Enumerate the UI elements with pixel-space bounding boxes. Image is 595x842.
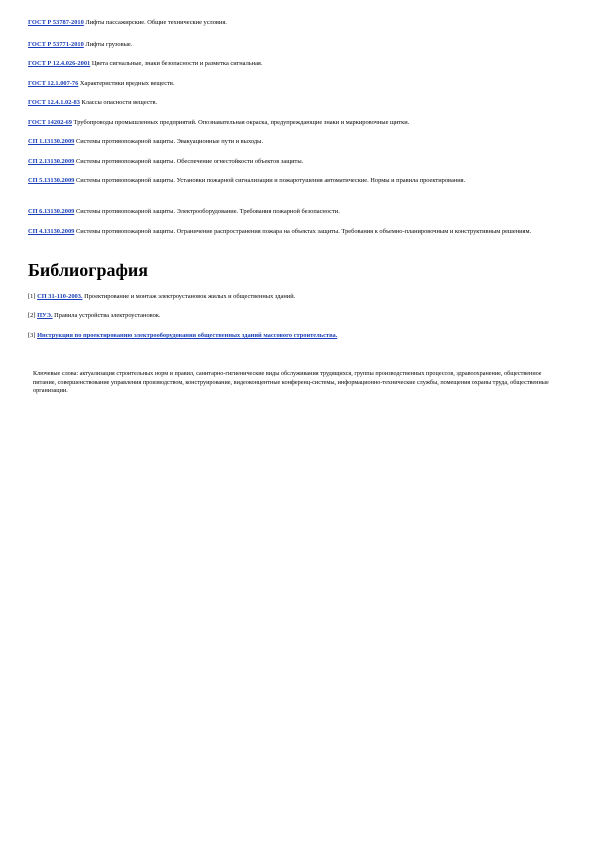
reference-link[interactable]: ГОСТ Р 53771-2010 [28,41,84,48]
reference-item [28,59,568,68]
reference-link[interactable]: ГОСТ Р 53787-2010 [28,19,84,26]
reference-link[interactable]: СП 5.13130.2009 [28,177,75,184]
reference-text: Системы противопожарной защиты. Установки пожарной сигнализации и пожаротушения автоматические. Нормы и правила проектирования. [74,177,466,184]
reference-link[interactable]: СП 1.13130.2009 [28,138,75,145]
reference-item [28,207,568,216]
bibliography-link[interactable]: Инструкция по проектированию электрооборудования общественных зданий массового строительства. [37,332,338,339]
reference-item [28,79,568,88]
reference-link[interactable]: СП 4.13130.2009 [28,228,75,235]
reference-text: Лифты грузовые. [83,41,133,48]
reference-link[interactable]: СП 2.13130.2009 [28,158,75,165]
reference-text: Системы противопожарной защиты. Обеспечение огнестойкости объектов защиты. [74,158,304,165]
reference-link[interactable]: СП 6.13130.2009 [28,208,75,215]
reference-item [28,40,568,49]
reference-item [28,18,568,27]
reference-item [28,118,568,127]
reference-text: Системы противопожарной защиты. Электрооборудование. Требования пожарной безопасности. [74,208,340,215]
bibliography-number: [2] [28,312,38,319]
bibliography-number: [3] [28,332,38,339]
reference-item [28,157,568,166]
reference-item [28,227,568,236]
reference-link[interactable]: ГОСТ 14202-69 [28,119,72,126]
bibliography-item [28,331,568,340]
reference-item [28,176,568,185]
bibliography-text: Проектирование и монтаж электроустановок жилых и общественных зданий. [82,293,296,300]
reference-text: Системы противопожарной защиты. Ограничение распространения пожара на объектах защиты. Требования к объемно-планировочным и конструктивным решениям. [74,228,532,235]
bibliography-link[interactable]: СП 31-110-2003. [37,293,83,300]
bibliography-heading: Библиография [28,260,149,280]
reference-link[interactable]: ГОСТ Р 12.4.026-2001 [28,60,91,67]
reference-item [28,98,568,107]
bibliography-item [28,292,568,301]
reference-text: Классы опасности веществ. [79,99,158,106]
reference-text: Характеристики вредных веществ. [78,80,175,87]
reference-link[interactable]: ГОСТ 12.4.1.02-83 [28,99,80,106]
bibliography-text: Правила устройства электроустановок. [52,312,161,319]
bibliography-number: [1] [28,293,38,300]
bibliography-item [28,311,568,320]
reference-text: Лифты пассажирские. Общие технические условия. [83,19,227,26]
reference-link[interactable]: ГОСТ 12.1.007-76 [28,80,79,87]
keywords-paragraph: Ключевые слова: актуализация строительных норм и правил, санитарно-гигиенические виды обслуживания трудящихся, группы производственных процессов, здравоохранение, общественное питание, совершенствование управления производством, конструирование, видеоконцентные конференц-системы, информационно-технические службы, помещения охраны труда, общественные организации. [33,370,549,395]
reference-text: Трубопроводы промышленных предприятий. Опознавательная окраска, предупреждающие знаки и маркировочные щитки. [71,119,410,126]
reference-text: Цвета сигнальные, знаки безопасности и разметка сигнальная. [90,60,263,67]
reference-item [28,137,568,146]
bibliography-link[interactable]: ПУЭ. [37,312,53,319]
reference-text: Системы противопожарной защиты. Эвакуационные пути и выходы. [74,138,264,145]
